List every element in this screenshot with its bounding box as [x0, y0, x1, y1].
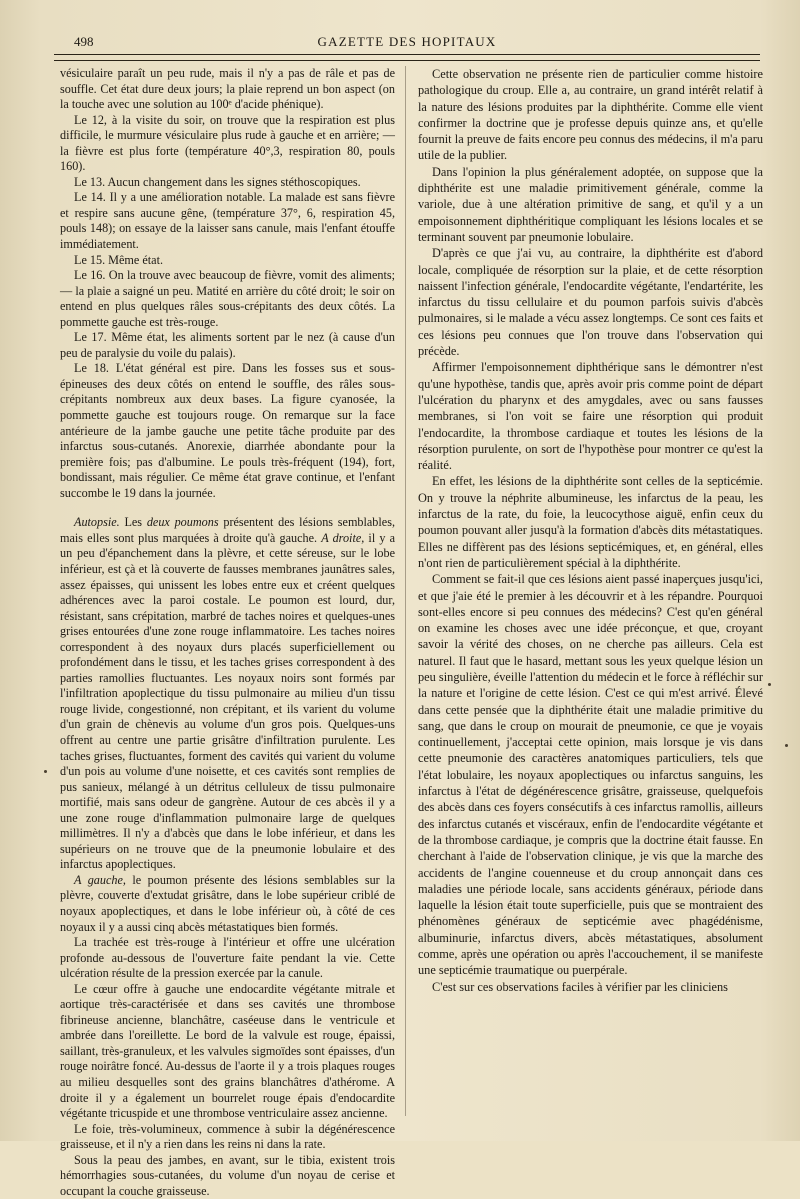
left-lung-heading: A gauche, — [74, 872, 126, 887]
autopsy-paragraph — [60, 515, 395, 873]
paragraph: Le 12, à la visite du soir, on trouve que la respiration est plus difficile, le murmure vésiculaire plus rude à gauche et en arrière; — la fièvre est plus forte (température 40°,3, respiration 80, pouls 160). — [60, 112, 395, 174]
paragraph: La trachée est très-rouge à l'intérieur et offre une ulcération profonde au-dessous de l'ouverture faite pendant la vie. Cette ulcération résulte de la pression exercée par la canule. — [60, 935, 395, 981]
autopsy-heading: Autopsie. — [74, 515, 120, 530]
paragraph: Le 16. On la trouve avec beaucoup de fièvre, vomit des aliments; — la plaie a saigné un peu. Matité en arrière du côté droit; le soir on entend en plus quelques râles sous-crépitants des deux côtés. La pommette gauche est très-rouge. — [60, 268, 395, 329]
paragraph: Comment se fait-il que ces lésions aient passé inaperçues jusqu'ici, et que j'aie été le premier à les découvrir et à les répandre. Pourquoi sont-elles encore si peu connues des médecins? C'est qu'en général on examine les choses avec une idée préconçue, et que, croyant savoir la vérité des choses, on ne cherche pas ailleurs. Cela est naturel. Il faut que le hasard, mettant sous les yeux quelque lésion un peu singulière, éveille l'attention du médecin et le force à réfléchir sur la nature et l'origine de cette lésion. C'est ce qui m'est arrivé. Élevé dans cette pensée que la diphthérite était une maladie primitive du sang, que dans le croup on mourait de pneumonie, ce que je voyais continuellement, j'acceptai cette opinion, mais lorsque je vis dans cette pneumonie des caractères anatomiques particuliers, tels que l'état lobulaire, les noyaux apoplectiques ou infarctus sanguins, les infarctus à l'état de dégénérescence grisâtre, graisseuse, quelquefois des abcès dans ces foyers consécutifs à ces infarctus ramollis, ailleurs des infarctus cutanés et viscéraux, enfin de l'endocardite végétante et de la thrombose cardiaque, je compris que la doctrine était fausse. En cherchant à l'aide de l'observation clinique, je vis que la marche des accidents de l'angine couenneuse et du croup annonçait dans ces maladies une période locale, sans accidents généraux, période dans laquelle la lésion était toute superficielle, puis que se montraient des phénomènes généraux de septicémie avec phagédénisme, albuminurie, infarctus divers, abcès métastatiques, absolument comme, après une opération ou après l'accouchement, il se manifeste une septicémie traumatique ou puerpérale. — [418, 572, 763, 978]
left-column — [60, 66, 395, 1199]
paragraph: Dans l'opinion la plus généralement adoptée, on suppose que la diphthérite est une maladie primitivement générale, comme la variole, due à une altération primitive de sang, et qu'il y a un empoisonnement diphthéritique compliquant les lésions locales et se terminant souvent par pneumonie lobulaire. — [418, 164, 763, 244]
paragraph: Le 15. Même état. — [74, 252, 164, 267]
autopsy-text: Les — [119, 515, 147, 530]
paragraph: D'après ce que j'ai vu, au contraire, la diphthérite est d'abord locale, compliquée de résorption sur la plaie, et de cette résorption naissent l'infection générale, l'endocardite végétante, l'endartérite, les infarctus du tissu cellulaire et du poumon parfois suivis d'abcès pulmonaires, si le malade a vécu assez longtemps. Ce sont ces faits et ces lésions peu connues que l'on trouve dans l'observation qui précède. — [418, 246, 763, 359]
paragraph: C'est sur ces observations faciles à vérifier par les cliniciens — [432, 979, 728, 994]
running-title: GAZETTE DES HOPITAUX — [317, 34, 497, 49]
left-lung-text: le poumon présente des lésions semblables sur la plèvre, couverte d'extudat grisâtre, dans le lobe supérieur criblé de noyaux apoplectiques, et dans le lobe inférieur où, à côté de ces noyaux il y a aussi cinq abcès métastatiques bien formés. — [60, 872, 395, 934]
paragraph: En effet, les lésions de la diphthérite sont celles de la septicémie. On y trouve la néphrite albumineuse, les infarctus de la peau, les infarctus de la rate, du foie, la leucocythose aiguë, enfin ceux du poumon pouvant aller jusqu'à la formation d'abcès dits métastatiques. Elles ne diffèrent pas des lésions septicémiques, et, en général, elles n'ont rien de particulièrement spécial à la diphthérite. — [418, 474, 763, 570]
paragraph: Le 14. Il y a une amélioration notable. La malade est sans fièvre et respire sans aucune gêne, (température 37°, 6, respiration 45, pouls 148); on essaye de la laisser sans canule, mais l'enfant étouffe immédiatement. — [60, 190, 395, 252]
ink-speck — [785, 744, 788, 747]
right-column — [418, 66, 763, 995]
paragraph: Cette observation ne présente rien de particulier comme histoire pathologique du croup. Elle a, au contraire, un grand intérêt relatif à la nature des lésions produites par la diphthérite. Comme elle vient confirmer la doctrine que je professe depuis quinze ans, et qu'elle fournit la preuve de faits encore peu connus des médecins, il m'a paru utile de la publier. — [418, 67, 763, 163]
header-rule — [54, 60, 760, 61]
ink-speck — [44, 770, 47, 773]
paragraph: Le cœur offre à gauche une endocardite végétante mitrale et aortique très-caractérisée et dans ses cavités une thrombose fibrineuse ancienne, blanchâtre, caséeuse dans le ventricule et ambrée dans l'oreillette. Le bord de la valvule est rouge, épaissi, saillant, très-granuleux, et les valvules sigmoïdes sont épaisses, d'un rouge noirâtre foncé. Au-dessus de l'aorte il y a trois plaques rouges au milieu desquelles sont des grains blanchâtres d'athérome. A droite il y a également un bourrelet rouge épais d'endocardite végétante tricuspide et une thrombose ventriculaire assez ancienne. — [60, 981, 395, 1121]
autopsy-emphasis: A droite, — [321, 530, 365, 545]
autopsy-text: présentent des lésions semblables, mais elles sont plus marquées à droite qu'à gauche. — [60, 515, 395, 545]
paragraph: Le 18. L'état général est pire. Dans les fosses sus et sous-épineuses des deux côtés on entend le souffle, des râles sous-crépitants nombreux aux deux bases. La figure cyanosée, la pommette gauche est toujours rouge. On remarque sur la face antérieure de la jambe gauche une petite tâche produite par des infarctus sous-cutanés. Anorexie, diarrhée abondante pour la première fois; pas d'albumine. Le pouls très-fréquent (194), fort, bondissant, mais régulier. Ce même état grave continue, et l'enfant succombe le 19 dans la journée. — [60, 361, 395, 500]
autopsy-text: il y a un peu d'épanchement dans la plèvre, et cette séreuse, sur le lobe inférieur, est çà et là couverte de fausses membranes jaunâtres sales, assez épaisses, qui unissent les lobes entre eux et créent quelques adhérences avec la paroi costale. Le poumon est lourd, dur, résistant, sans crépitation, marbré de taches noires et quelques-unes grises entourées d'une zone rouge inflammatoire. Les taches noires correspondent à des noyaux durs placés superficiellement ou profondément dans le tissu, et les taches grises correspondent à des parties ramollies fluctuantes. Les noyaux noirs sont formés par l'infiltration apoplectique du tissu pulmonaire au milieu d'un tissu rouge livide, congestionné, non crépitant, et ils varient du volume d'un grain de chènevis au volume d'un gros pois. Quelques-uns offrent au centre une partie grisâtre d'infiltration purulente. Les taches grises, fluctuantes, forment des cavités qui varient du volume d'un pois au volume d'une noisette, et ces cavités sont remplies de pus sanieux, mélangé à un détritus celluleux de tissu pulmonaire mortifié, mais sans odeur de gangrène. Autour de ces abcès il y a une zone rouge d'inflammation pulmonaire large de quelques millimètres. Il n'y a d'abcès que dans le lobe inférieur, et dans les supérieurs on ne trouve que de la pneumonie lobulaire et des infarctus apoplectiques. — [60, 530, 395, 872]
ink-speck — [768, 683, 771, 686]
paragraph: Sous la peau des jambes, en avant, sur le tibia, existent trois hémorrhagies sous-cutanées, du volume d'un noyau de cerise et occupant la couche graisseuse. — [60, 1152, 395, 1198]
paragraph: Affirmer l'empoisonnement diphthérique sans le démontrer n'est qu'une hypothèse, tandis que, après avoir pris comme point de départ l'ulcération du pharynx et des amygdales, avec ou sans fausses membranes, si l'on voit se faire une résorption qui produit l'endocardite, la thrombose cardiaque et toutes les lésions de la résorption purulente, on sort de l'hypothèse pour montrer ce qu'est la réalité. — [418, 360, 763, 473]
column-divider — [405, 66, 406, 1116]
left-lung-paragraph — [60, 873, 395, 935]
paragraph: Le foie, très-volumineux, commence à subir la dégénérescence graisseuse, et il n'y a rien dans les reins ni dans la rate. — [60, 1121, 395, 1152]
autopsy-emphasis: deux poumons — [146, 515, 219, 530]
page-number: 498 — [74, 34, 94, 49]
paragraph: vésiculaire paraît un peu rude, mais il n'y a pas de râle et pas de souffle. Cet état dure deux jours; la plaie reprend un bon aspect (on la touche avec une solution au 100ᵉ d'acide phénique). — [60, 66, 395, 112]
paragraph: Le 13. Aucun changement dans les signes stéthoscopiques. — [74, 174, 361, 189]
page-header — [54, 30, 760, 55]
paragraph: Le 17. Même état, les aliments sortent par le nez (à cause d'un peu de paralysie du voile du palais). — [60, 330, 395, 360]
